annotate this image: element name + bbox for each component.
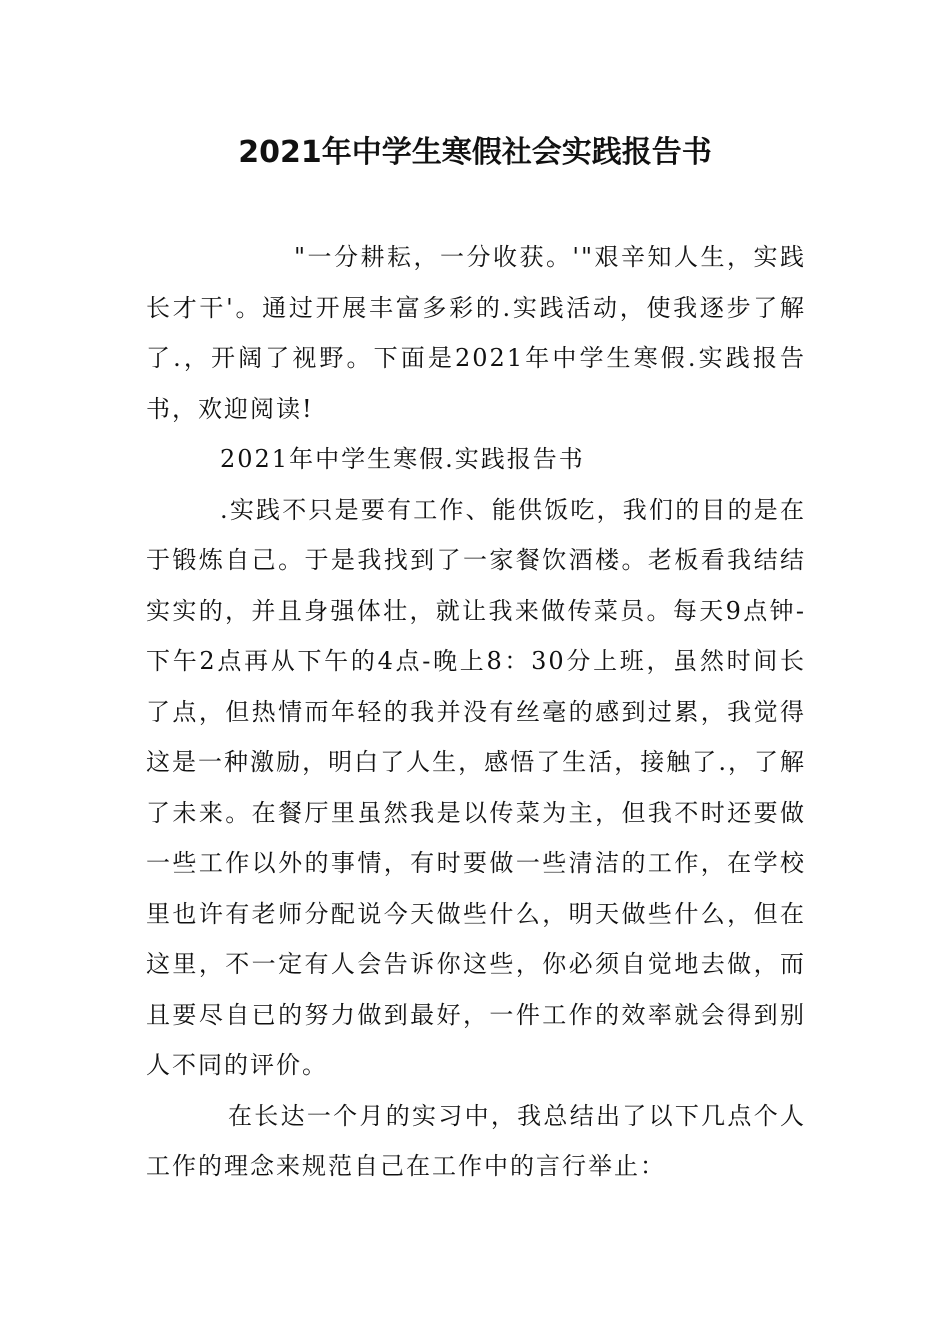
intro-paragraph: "一分耕耘，一分收获。'"艰辛知人生，实践长才干'。通过开展丰富多彩的.实践活动，使我逐步了解了.，开阔了视野。下面是2021年中学生寒假.实践报告书，欢迎阅读! [146, 243, 806, 423]
document-body [146, 232, 806, 1192]
body-paragraph: .实践不只是要有工作、能供饭吃，我们的目的是在于锻炼自己。于是我找到了一家餐饮酒楼。老板看我结结实实的，并且身强体壮，就让我来做传菜员。每天9点钟-下午2点再从下午的4点-晚上8：30分上班，虽然时间长了点，但热情而年轻的我并没有丝毫的感到过累，我觉得这是一种激励，明白了人生，感悟了生活，接触了.，了解了未来。在餐厅里虽然我是以传菜为主，但我不时还要做一些工作以外的事情，有时要做一些清洁的工作，在学校里也许有老师分配说今天做些什么，明天做些什么，但在这里，不一定有人会告诉你这些，你必须自觉地去做，而且要尽自已的努力做到最好，一件工作的效率就会得到别人不同的评价。 [146, 495, 806, 1079]
body-paragraph: 在长达一个月的实习中，我总结出了以下几点个人工作的理念来规范自己在工作中的言行举止： [146, 1101, 806, 1180]
section-heading: 2021年中学生寒假.实践报告书 [220, 445, 585, 473]
page-title: 2021年中学生寒假社会实践报告书 [238, 135, 712, 170]
